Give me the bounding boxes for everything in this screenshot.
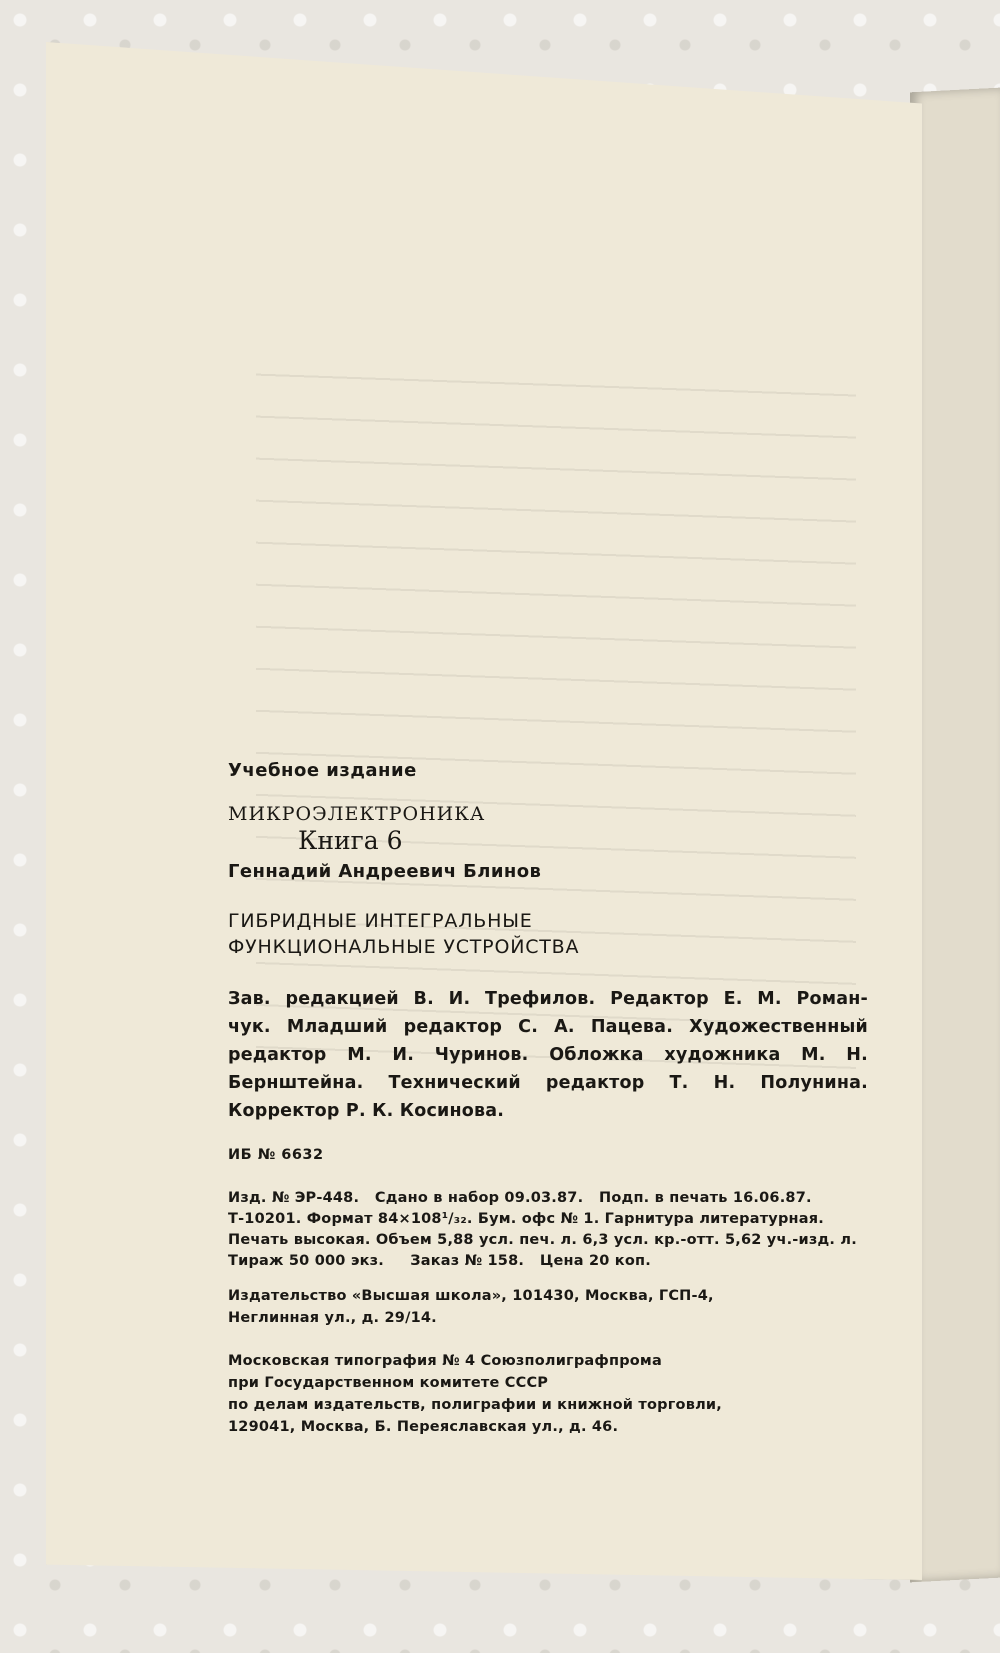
title-line: ГИБРИДНЫЕ ИНТЕГРАЛЬНЫЕ [228,910,533,932]
imprint-line: Т-10201. Формат 84×108¹/₃₂. Бум. офс № 1. Гарнитура литературная. [228,1211,824,1227]
author-name: Геннадий Андреевич Блинов [228,861,542,882]
editorial-staff [228,985,868,1125]
staff-line: редактор М. И. Чуринов. Обложка художника М. Н. [228,1045,868,1065]
staff-line: чук. Младший редактор С. А. Пацева. Художественный [228,1017,868,1037]
publisher-address [228,1285,868,1329]
printer-line: по делам издательств, полиграфии и книжной торговли, [228,1397,722,1413]
imprint-line: Тираж 50 000 экз. Заказ № 158. Цена 20 коп. [228,1253,651,1269]
series-name: МИКРОЭЛЕКТРОНИКА [228,803,486,825]
printer-address [228,1350,868,1438]
imprint-line: Печать высокая. Объем 5,88 усл. печ. л. 6,3 усл. кр.-отт. 5,62 уч.-изд. л. [228,1232,857,1248]
staff-line: Зав. редакцией В. И. Трефилов. Редактор Е. М. Роман- [228,989,868,1009]
book-title [228,908,868,960]
show-through-text [256,372,856,1072]
print-details [228,1188,857,1272]
staff-line: Бернштейна. Технический редактор Т. Н. Полунина. [228,1073,868,1093]
book-number: Книга 6 [298,826,403,855]
imprint-line: Изд. № ЭР-448. Сдано в набор 09.03.87. Подп. в печать 16.06.87. [228,1190,812,1206]
edition-type: Учебное издание [228,760,417,781]
publisher-line: Издательство «Высшая школа», 101430, Москва, ГСП-4, [228,1288,714,1304]
printer-line: 129041, Москва, Б. Переяславская ул., д. 46. [228,1419,619,1435]
staff-line: Корректор Р. К. Косинова. [228,1101,505,1121]
printer-line: при Государственном комитете СССР [228,1375,549,1391]
publisher-line: Неглинная ул., д. 29/14. [228,1310,437,1326]
printer-line: Московская типография № 4 Союзполиграфпрома [228,1353,662,1369]
title-line: ФУНКЦИОНАЛЬНЫЕ УСТРОЙСТВА [228,936,580,958]
ib-number: ИБ № 6632 [228,1147,324,1163]
